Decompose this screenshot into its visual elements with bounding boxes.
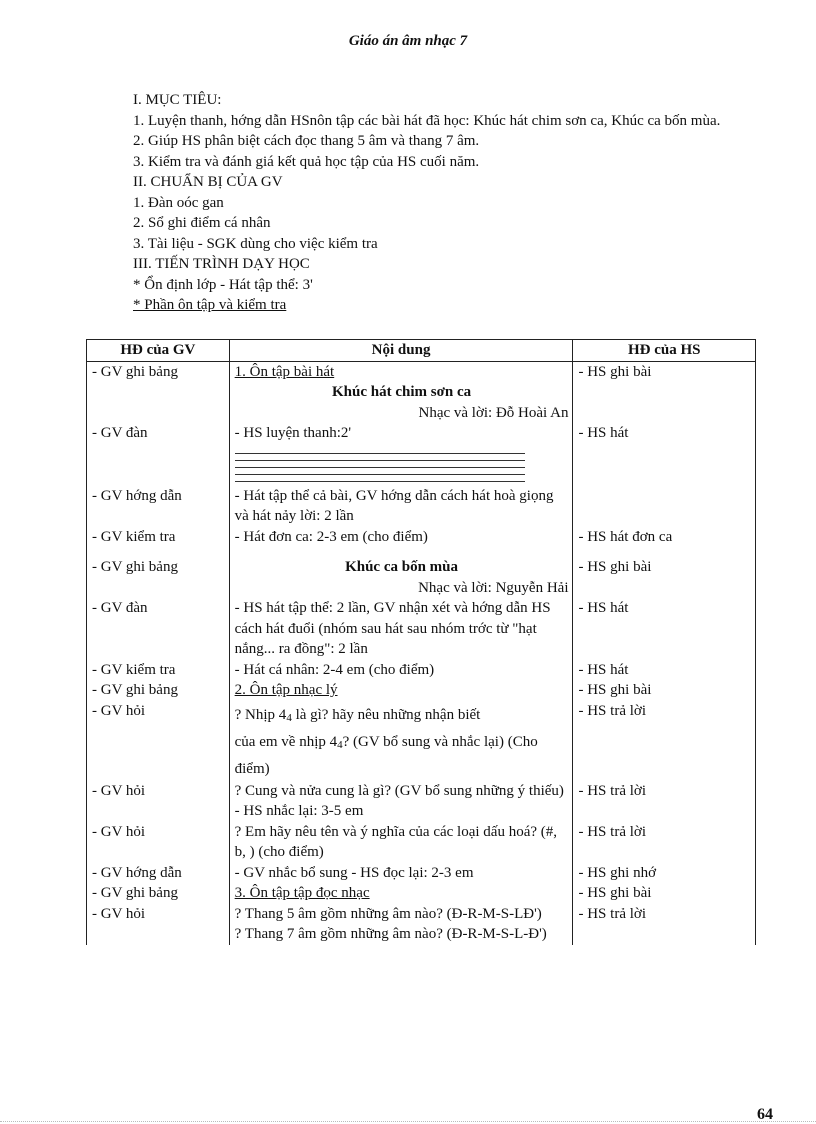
hs-cell: - HS hát [578, 425, 629, 441]
table-row [87, 701, 756, 781]
table-row [87, 361, 756, 423]
staff-lines [235, 447, 569, 482]
table-row [87, 904, 756, 945]
hs-cell: - HS trả lời [578, 823, 646, 840]
prep-3: 3. Tài liệu - SGK dùng cho việc kiểm tra [133, 235, 378, 252]
song-title: Khúc hát chim sơn ca [331, 384, 472, 400]
hs-cell: - HS ghi bài [578, 682, 652, 698]
hs-cell: - HS ghi bài [578, 363, 652, 380]
process-1: * Ổn định lớp - Hát tập thể: 3' [133, 276, 313, 293]
table-row [87, 863, 756, 884]
gv-cell: - GV hỏi [92, 905, 146, 922]
header-hs: HĐ của HS [573, 340, 756, 362]
prep-1: 1. Đàn oóc gan [133, 194, 224, 211]
gv-cell: - GV ghi bảng [92, 885, 178, 901]
table-row [87, 660, 756, 681]
content-cell: - HS luyện thanh:2' [234, 425, 352, 441]
objective-1: 1. Luyện thanh, hớng dẫn HSnôn tập các bài hát đã học: Khúc hát chim sơn ca, Khúc ca bốn mùa. [133, 112, 721, 129]
gv-cell: - GV hớng dẫn [92, 864, 182, 881]
gv-cell: - GV ghi bảng [92, 682, 178, 698]
objective-2: 2. Giúp HS phân biệt cách đọc thang 5 âm và thang 7 âm. [133, 133, 480, 149]
page-header: Giáo án âm nhạc 7 [348, 33, 468, 49]
content-cell: - Hát tập thể cả bài, GV hớng dẫn cách hát hoà giọng và hát nảy lời: 2 lần [234, 487, 554, 524]
content-cell: 3. Ôn tập tập đọc nhạc [234, 885, 370, 901]
gv-cell: - GV kiểm tra [92, 661, 176, 678]
lesson-table [86, 339, 756, 945]
song-credit: Nhạc và lời: Nguyễn Hải [418, 579, 569, 596]
hs-cell: - HS hát [578, 600, 629, 616]
hs-cell: - HS trả lời [578, 782, 646, 799]
table-row [87, 557, 756, 598]
hs-cell: - HS trả lời [578, 905, 646, 922]
content-cell: ? Thang 7 âm gồm những âm nào? (Đ-R-M-S-L-Đ') [234, 926, 547, 942]
content-cell: ? Nhịp $4_4$ là gì? hãy nêu những nhận biết [234, 706, 481, 724]
page-number: 64 [757, 1106, 773, 1123]
objective-3: 3. Kiểm tra và đánh giá kết quả học tập của HS cuối năm. [133, 153, 480, 170]
table-row [87, 822, 756, 863]
song-title: Khúc ca bốn mùa [345, 559, 459, 575]
table-row [87, 680, 756, 701]
page-footer-divider [0, 1121, 816, 1122]
hs-cell: - HS ghi bài [578, 885, 652, 901]
gv-cell: - GV hỏi [92, 823, 146, 840]
content-cell: - HS hát tập thể: 2 lần, GV nhận xét và hớng dẫn HS cách hát đuổi (nhóm sau hát sau nhóm trớc từ "hạt nắng... ra đồng": 2 lần [234, 600, 551, 657]
gv-cell: - GV đàn [92, 600, 148, 616]
process-2: * Phần ôn tập và kiểm tra [133, 297, 287, 313]
gv-cell: - GV hỏi [92, 782, 146, 799]
table-row [87, 781, 756, 822]
song-credit: Nhạc và lời: Đỗ Hoài An [418, 404, 569, 421]
content-cell: ? Em hãy nêu tên và ý nghĩa của các loại dấu hoá? (#, b, ) (cho điểm) [234, 823, 558, 860]
hs-cell: - HS hát [578, 661, 629, 678]
hs-cell: - HS ghi nhớ [578, 864, 657, 881]
hs-cell: - HS trả lời [578, 702, 646, 719]
gv-cell: - GV hỏi [92, 702, 146, 719]
content-cell: 2. Ôn tập nhạc lý [234, 682, 338, 698]
header-gv: HĐ của GV [87, 340, 230, 362]
prep-2: 2. Sổ ghi điểm cá nhân [133, 215, 271, 231]
gv-cell: - GV ghi bảng [92, 363, 178, 380]
gv-cell: - GV kiểm tra [92, 528, 176, 545]
gv-cell: - GV hớng dẫn [92, 487, 182, 504]
content-cell: ? Cung và nửa cung là gì? (GV bổ sung những ý thiếu) [234, 782, 564, 799]
table-row [87, 883, 756, 904]
intro-section [93, 90, 775, 316]
hs-cell: - HS ghi bài [578, 559, 652, 575]
prep-title: II. CHUẨN BỊ CỦA GV [133, 174, 283, 190]
gv-cell: - GV đàn [92, 425, 148, 441]
content-cell: - GV nhắc bổ sung - HS đọc lại: 2-3 em [234, 864, 474, 881]
objectives-title: I. MỤC TIÊU: [133, 92, 222, 108]
header-content: Nội dung [229, 340, 573, 362]
content-cell: ? Thang 5 âm gồm những âm nào? (Đ-R-M-S-LĐ') [234, 905, 542, 922]
hs-cell: - HS hát đơn ca [578, 528, 673, 545]
process-title: III. TIẾN TRÌNH DẠY HỌC [133, 256, 310, 272]
table-row [87, 486, 756, 527]
content-cell: - HS nhắc lại: 3-5 em [234, 803, 364, 819]
table-row [87, 527, 756, 558]
table-row [87, 423, 756, 486]
table-row [87, 598, 756, 660]
content-cell: của em về nhịp $4_4$? (GV bổ sung và nhắc lại) (Cho điểm) [234, 733, 538, 777]
content-cell: - Hát đơn ca: 2-3 em (cho điểm) [234, 528, 428, 545]
gv-cell: - GV ghi bảng [92, 559, 178, 575]
content-cell: - Hát cá nhân: 2-4 em (cho điểm) [234, 661, 435, 678]
content-cell: 1. Ôn tập bài hát [234, 363, 335, 380]
